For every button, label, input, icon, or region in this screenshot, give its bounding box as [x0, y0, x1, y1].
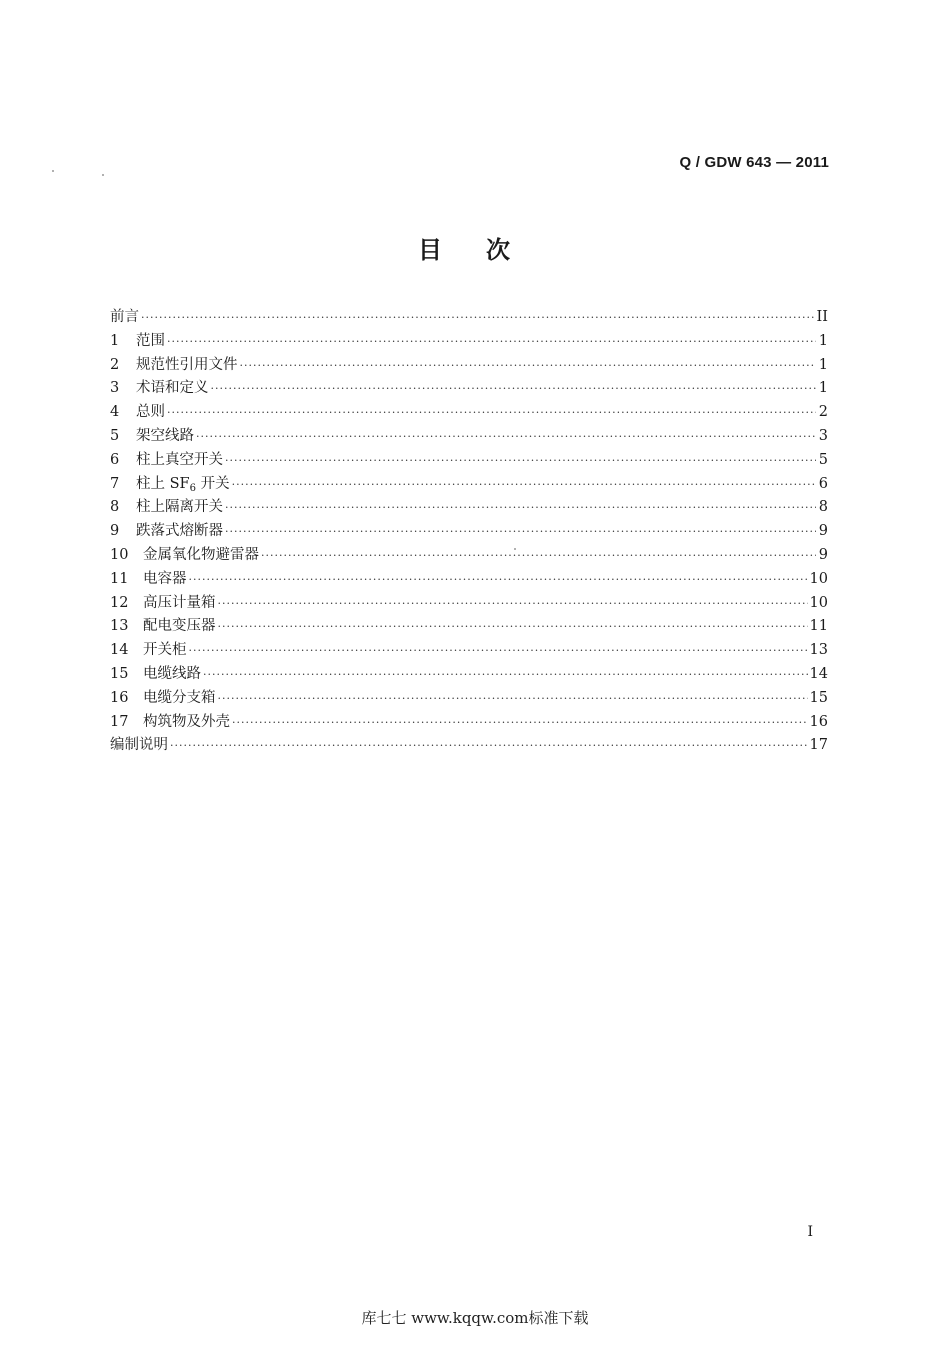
toc-entry-page: 3 [818, 427, 828, 444]
toc-entry-number: 7 [110, 475, 120, 492]
toc-entry-label: 柱上隔离开关 [136, 499, 223, 516]
toc-leader-dots [218, 692, 808, 705]
scan-speck [102, 174, 104, 176]
toc-entry-number: 6 [110, 451, 120, 468]
toc-entry-label: 电缆线路 [143, 665, 201, 682]
toc-entry-number: 17 [110, 713, 129, 730]
toc-entry-compilation-notes[interactable] [110, 733, 828, 757]
toc-entry-number: 5 [110, 427, 120, 444]
toc-entry-label: 金属氧化物避雷器 [143, 546, 259, 563]
toc-entry-page: 5 [818, 451, 828, 468]
toc-entry-7[interactable] [110, 472, 828, 496]
toc-entry-17[interactable] [110, 710, 828, 734]
toc-entry-number: 1 [110, 332, 120, 349]
toc-leader-dots [225, 454, 816, 467]
toc-entry-page: 1 [818, 332, 828, 349]
toc-entry-label [136, 472, 230, 493]
toc-leader-dots [196, 430, 816, 443]
toc-entry-11[interactable] [110, 567, 828, 591]
toc-leader-dots [261, 549, 816, 562]
toc-entry-page: 10 [809, 594, 828, 611]
toc-entry-number: 8 [110, 499, 120, 516]
toc-leader-dots [240, 359, 817, 372]
toc-entry-label: 构筑物及外壳 [143, 713, 230, 730]
toc-entry-preface[interactable] [110, 305, 828, 329]
toc-entry-page: 1 [818, 356, 828, 373]
toc-entry-number: 3 [110, 380, 120, 397]
toc-entry-page: 13 [809, 642, 828, 659]
toc-entry-15[interactable] [110, 662, 828, 686]
toc-entry-page: 8 [818, 499, 828, 516]
toc-entry-page: 2 [818, 404, 828, 421]
toc-entry-label: 电容器 [143, 570, 187, 587]
toc-entry-1[interactable] [110, 329, 828, 353]
toc-entry-number: 15 [110, 665, 129, 682]
toc-entry-page: 17 [809, 737, 828, 754]
toc-entry-label: 范围 [136, 332, 165, 349]
toc-entry-10[interactable] [110, 543, 828, 567]
toc-entry-16[interactable] [110, 686, 828, 710]
toc-entry-14[interactable] [110, 638, 828, 662]
toc-entry-label: 配电变压器 [143, 618, 216, 635]
toc-entry-number: 10 [110, 546, 129, 563]
toc-entry-number: 2 [110, 356, 120, 373]
toc-leader-dots [203, 668, 808, 681]
toc-entry-number: 12 [110, 594, 129, 611]
toc-entry-page: 11 [809, 618, 828, 635]
toc-entry-12[interactable] [110, 591, 828, 615]
toc-entry-label: 跌落式熔断器 [136, 523, 223, 540]
toc-leader-dots [232, 716, 808, 729]
scan-speck [514, 548, 516, 550]
toc-entry-number: 14 [110, 642, 129, 659]
toc-entry-page: 14 [809, 665, 828, 682]
toc-entry-page: 9 [818, 546, 828, 563]
toc-leader-dots [189, 644, 808, 657]
toc-entry-label: 电缆分支箱 [143, 689, 216, 706]
toc-entry-number: 9 [110, 523, 120, 540]
toc-entry-label: 开关柜 [143, 642, 187, 659]
toc-entry-number: 16 [110, 689, 129, 706]
toc-entry-page: 9 [818, 523, 828, 540]
page-title: 目次 [418, 235, 554, 264]
toc-leader-dots [141, 311, 815, 324]
toc-leader-dots [218, 597, 808, 610]
table-of-contents [110, 305, 828, 757]
toc-entry-page: 15 [809, 689, 828, 706]
toc-entry-label: 总则 [136, 404, 165, 421]
toc-leader-dots [225, 501, 816, 514]
toc-entry-5[interactable] [110, 424, 828, 448]
toc-leader-dots [218, 620, 808, 633]
toc-entry-number: 4 [110, 404, 120, 421]
toc-label-prefix: 柱上 SF [136, 475, 190, 492]
toc-entry-number: 13 [110, 618, 129, 635]
toc-entry-label: 柱上真空开关 [136, 451, 223, 468]
toc-entry-label: 编制说明 [110, 737, 168, 754]
toc-leader-dots [189, 573, 808, 586]
toc-entry-3[interactable] [110, 376, 828, 400]
toc-entry-number: 11 [110, 570, 129, 587]
toc-entry-page: II [816, 309, 828, 325]
toc-leader-dots [225, 525, 816, 538]
toc-entry-page: 1 [818, 380, 828, 397]
toc-entry-6[interactable] [110, 448, 828, 472]
toc-entry-label: 规范性引用文件 [136, 356, 238, 373]
toc-entry-8[interactable] [110, 495, 828, 519]
toc-entry-page: 16 [809, 713, 828, 730]
toc-entry-label: 架空线路 [136, 427, 194, 444]
footer-watermark[interactable]: 库七七 www.kqqw.com标准下载 [361, 1309, 589, 1327]
toc-leader-dots [167, 335, 816, 348]
toc-entry-page: 10 [809, 570, 828, 587]
scan-speck [52, 170, 54, 172]
toc-entry-2[interactable] [110, 353, 828, 377]
toc-label-subscript: 6 [189, 482, 196, 494]
toc-entry-9[interactable] [110, 519, 828, 543]
toc-entry-label: 前言 [110, 309, 139, 325]
page-number: I [807, 1224, 813, 1240]
toc-entry-4[interactable] [110, 400, 828, 424]
toc-entry-13[interactable] [110, 614, 828, 638]
standard-code: Q / GDW 643 — 2011 [679, 154, 829, 171]
toc-leader-dots [232, 478, 816, 491]
toc-leader-dots [170, 739, 808, 752]
toc-entry-label: 术语和定义 [136, 380, 209, 397]
toc-leader-dots [211, 382, 817, 395]
toc-label-suffix: 开关 [195, 475, 230, 492]
toc-entry-page: 6 [818, 475, 828, 492]
toc-entry-label: 高压计量箱 [143, 594, 216, 611]
toc-leader-dots [167, 406, 816, 419]
